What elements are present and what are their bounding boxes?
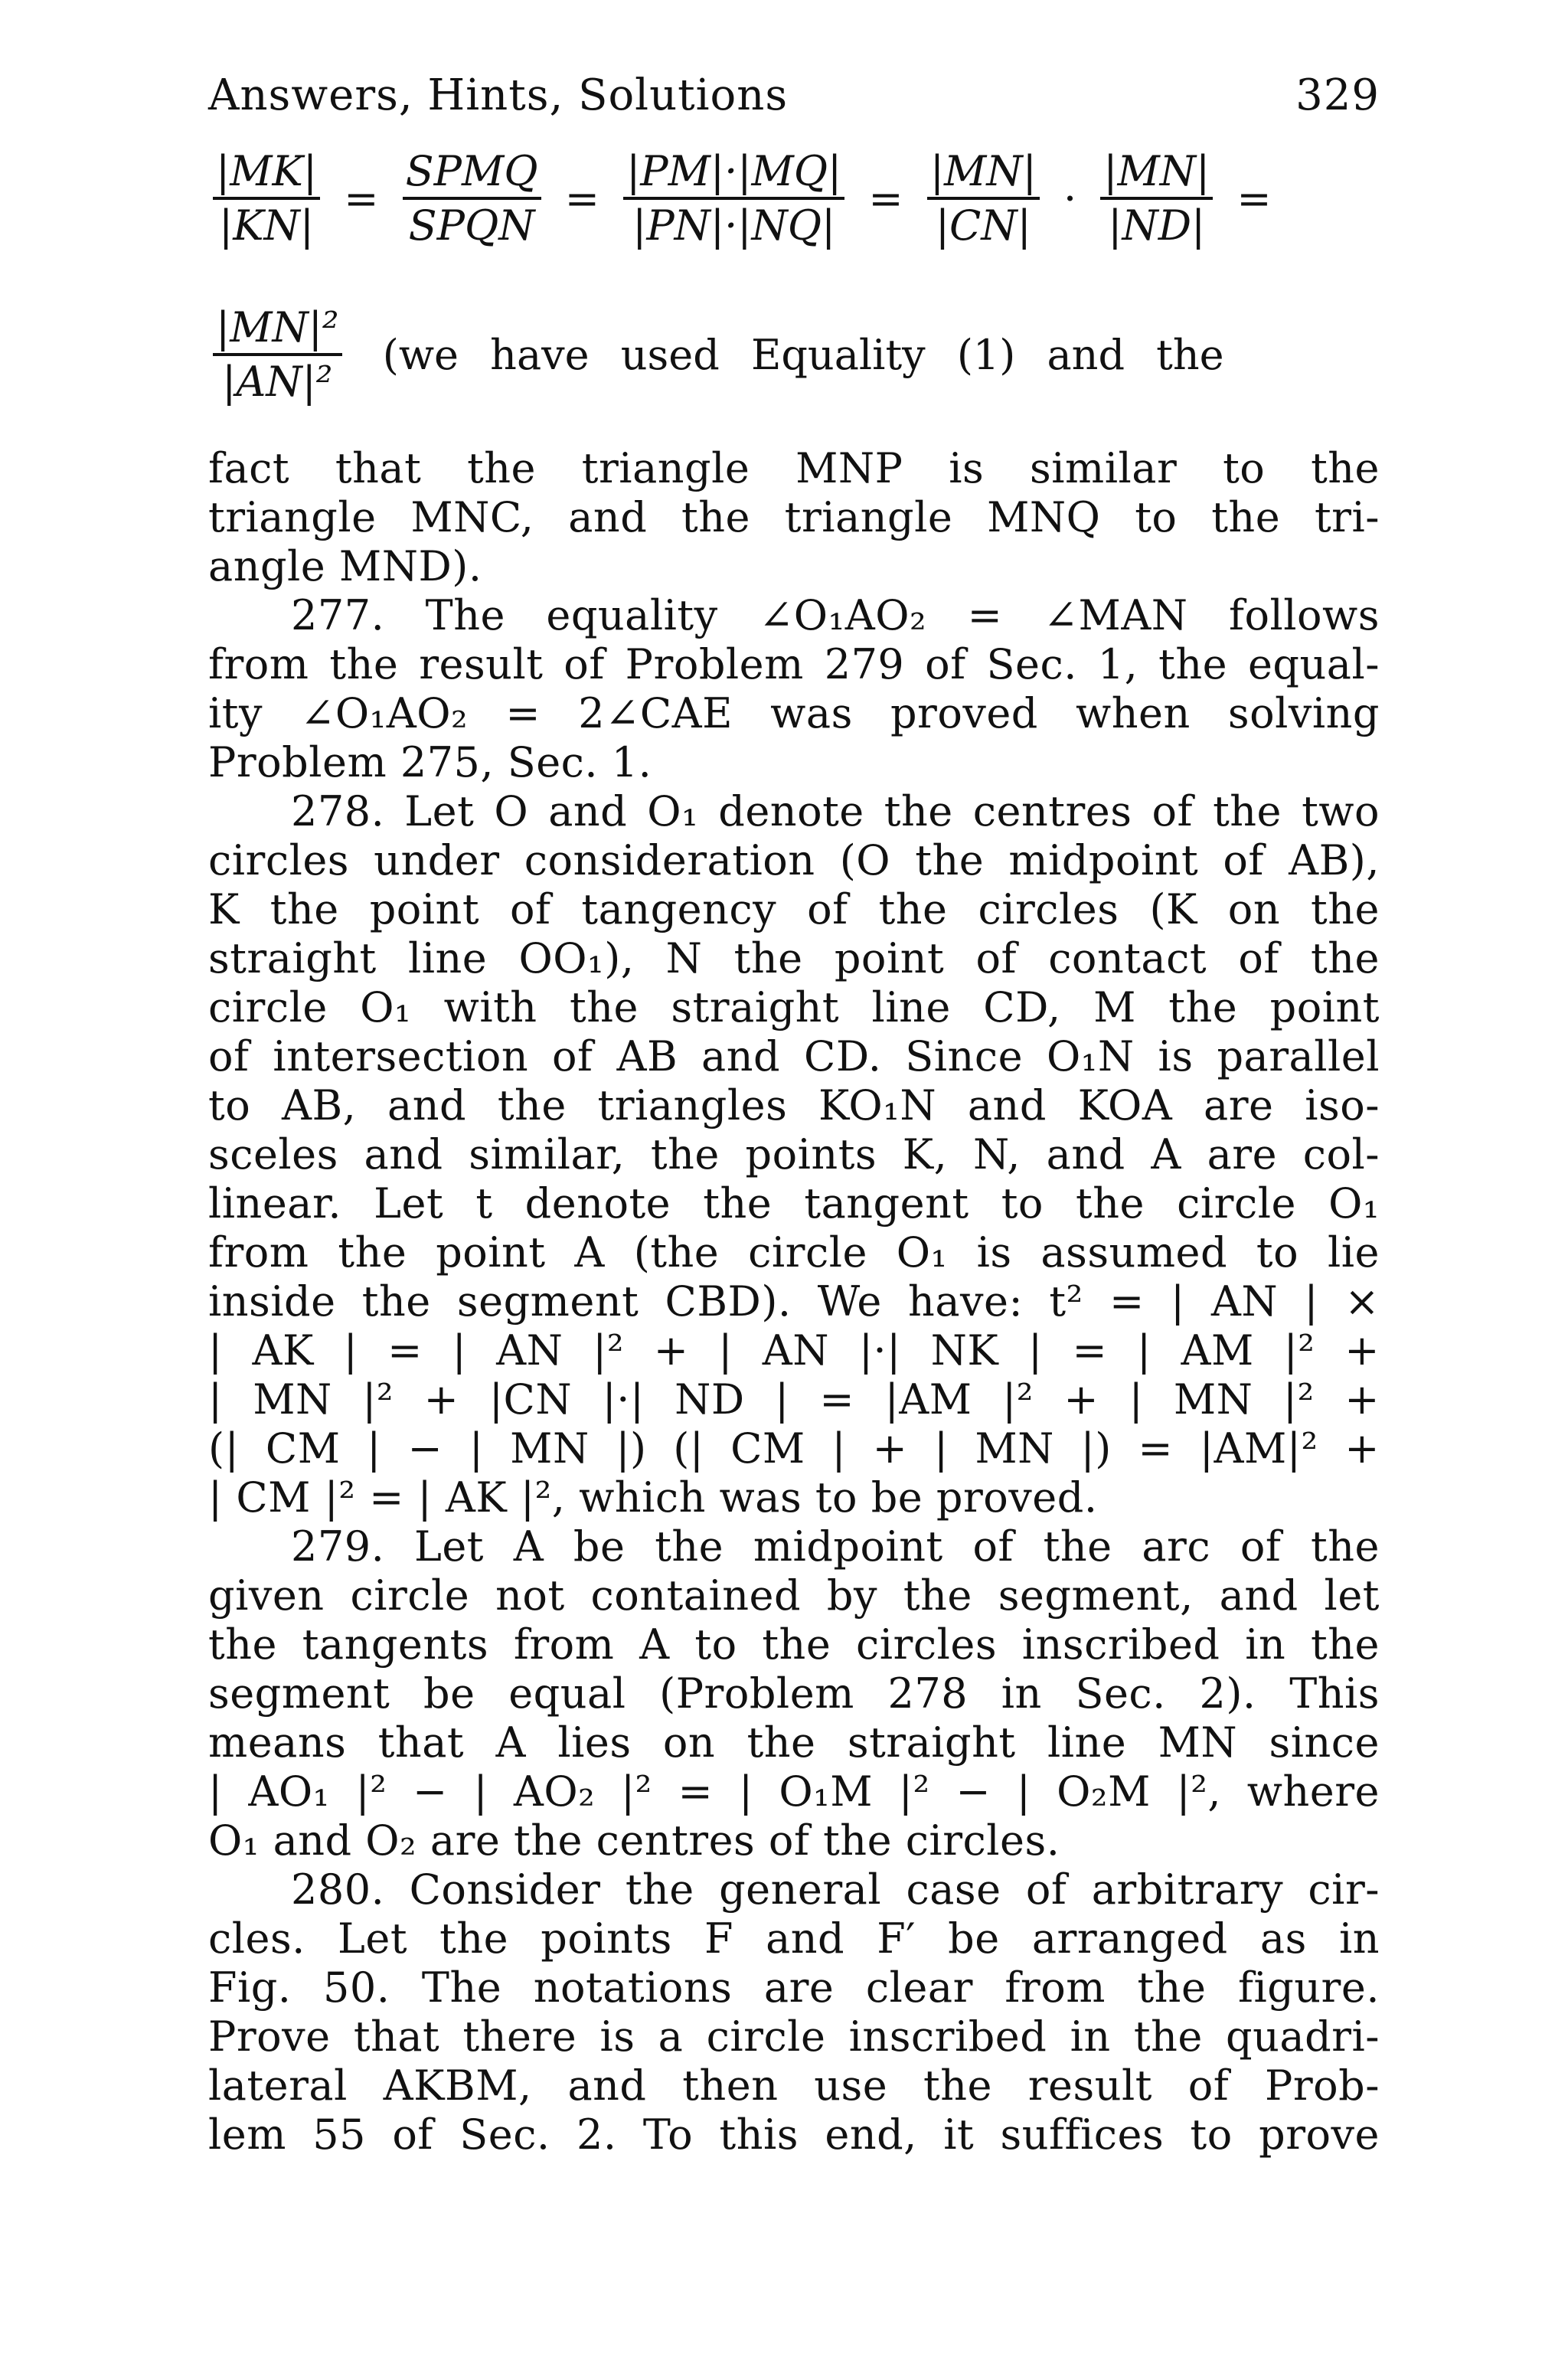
text-line: lem 55 of Sec. 2. To this end, it suffices to prove [208,2110,1380,2159]
text-line: | AK | = | AN |² + | AN |·| NK | = | AM |² + [208,1326,1380,1375]
text-line: the tangents from A to the circles inscribed in the [208,1620,1380,1669]
text-line: to AB, and the triangles KO₁N and KOA are iso- [208,1081,1380,1130]
fraction-mn-nd: $\frac{|MN|}{|ND|}$ [1100,147,1213,250]
formula-remark: (we have used Equality (1) and the [382,330,1224,379]
fraction-mn-cn: $\frac{|MN|}{|CN|}$ [927,147,1040,250]
text-line: linear. Let t denote the tangent to the circle O₁ [208,1179,1380,1228]
problem-280-line: 280. Consider the general case of arbitrary cir- [291,1865,1380,1914]
ratio-equation [208,147,1380,277]
problem-277-line: 277. The equality ∠O₁AO₂ = ∠MAN follows [291,591,1380,639]
text-line: Fig. 50. The notations are clear from the figure. [208,1963,1380,2012]
ratio-result [208,303,1380,433]
text-line: from the result of Problem 279 of Sec. 1, the equal- [208,640,1380,688]
text-line: triangle MNC, and the triangle MNQ to the tri- [208,493,1380,541]
text-line: (| CM | − | MN |) (| CM | + | MN |) = |AM|² + [208,1424,1380,1473]
equals-sign: = [868,174,903,223]
text-line: | AO₁ |² − | AO₂ |² = | O₁M |² − | O₂M |², where [208,1767,1380,1816]
text-line: angle MND). [208,542,482,590]
equals-sign: = [344,174,379,223]
body-text [208,444,1380,2159]
fraction-mk-kn: $\frac{|MK|}{|KN|}$ [213,147,320,250]
text-line: Problem 275, Sec. 1. [208,738,652,786]
text-line: O₁ and O₂ are the centres of the circles. [208,1816,1060,1865]
problem-279-line: 279. Let A be the midpoint of the arc of the [291,1522,1380,1571]
text-line: circle O₁ with the straight line CD, M the point [208,983,1380,1031]
text-line: of intersection of AB and CD. Since O₁N is parallel [208,1032,1380,1080]
text-line: fact that the triangle MNP is similar to the [208,444,1380,492]
text-line: segment be equal (Problem 278 in Sec. 2). This [208,1669,1380,1718]
equals-sign: = [1236,174,1272,223]
text-line: | MN |² + |CN |·| ND | = |AM |² + | MN |² + [208,1375,1380,1424]
text-line: inside the segment CBD). We have: t² = | AN | × [208,1277,1380,1326]
text-line: Prove that there is a circle inscribed in the quadri- [208,2012,1380,2061]
text-line: from the point A (the circle O₁ is assumed to lie [208,1228,1380,1277]
dot-operator: · [1063,174,1077,223]
text-line: lateral AKBM, and then use the result of Prob- [208,2061,1380,2110]
page-number: 329 [1295,70,1380,120]
fraction-products: $\frac{|PM|\cdot|MQ|}{|PN|\cdot|NQ|}$ [623,147,844,250]
page-header [208,70,1380,132]
text-line: | CM |² = | AK |², which was to be proved. [208,1473,1098,1522]
text-line: cles. Let the points F and F′ be arranged as in [208,1914,1380,1963]
text-line: means that A lies on the straight line MN since [208,1718,1380,1767]
text-line: straight line OO₁), N the point of contact of the [208,934,1380,982]
fraction-mn2-an2: $\frac{\text{|MN|²}}{\text{|AN|²}}$ [213,303,342,406]
text-line: sceles and similar, the points K, N, and A are col- [208,1130,1380,1179]
text-line: circles under consideration (O the midpoint of AB), [208,836,1380,884]
equals-sign: = [564,174,599,223]
text-line: K the point of tangency of the circles (K on the [208,885,1380,933]
text-line: given circle not contained by the segment, and let [208,1571,1380,1620]
text-line: ity ∠O₁AO₂ = 2∠CAE was proved when solving [208,689,1380,737]
running-title: Answers, Hints, Solutions [208,70,789,120]
fraction-area: $\frac{\text{SPMQ}}{\text{SPQN}}$ [403,147,541,250]
problem-278-line: 278. Let O and O₁ denote the centres of the two [291,787,1380,835]
